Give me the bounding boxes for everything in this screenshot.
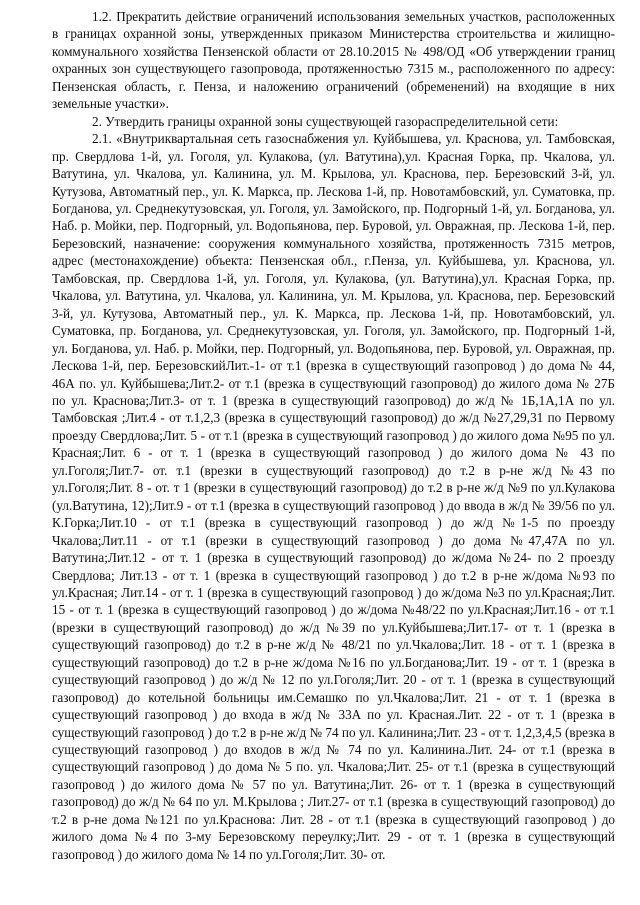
paragraph-2-approve-zone-boundaries: 2. Утвердить границы охранной зоны существующей газораспределительной сети:	[92, 113, 559, 129]
paragraph-2-1-gas-network-description: 2.1. «Внутриквартальная сеть газоснабжения ул. Куйбышева, ул. Краснова, ул. Тамбовская, пр. Свердлова 1-й, ул. Гоголя, ул. Кулакова, (ул. Ватутина),ул. Красная Горка, пр. Чкалова, ул. Ватутина, ул. Чкалова, ул. Калинина, ул. М. Крылова, ул. Краснова, пер. Березовский 3-й, ул. Кутузова, Автоматный пер., ул. К. Маркса, пр. Лескова 1-й, пр. Новотамбовский, ул. Суматовка, пр. Богданова, ул. Среднекутузовская, ул. Гоголя, ул. Замойского, пр. Подгорный 1-й, ул. Богданова, ул. Наб. р. Мойки, пер. Подгорный, ул. Водопьянова, пер. Буровой, ул. Овражная, пр. Лескова 1-й, пер. Березовский, назначение: сооружения коммунального хозяйства, протяженность 7315 метров, адрес (местонахождение) объекта: Пензенская обл., г.Пенза, ул. Куйбышева, ул. Краснова, ул. Тамбовская, пр. Свердлова 1-й, ул. Гоголя, ул. Кулакова, (ул. Ватутина),ул. Красная Горка, пр. Чкалова, ул. Ватутина, ул. Чкалова, ул. Калинина, ул. М. Крылова, ул. Краснова, пер. Березовский 3-й, ул. Кутузова, Автоматный пер., ул. К. Маркса, пр. Лескова 1-й, пр. Новотамбовский, ул. Суматовка, пр. Богданова, ул. Среднекутузовская, ул. Гоголя, ул. Замойского, пр. Подгорный 1-й, ул. Богданова, ул. Наб. р. Мойки, пер. Подгорный, ул. Водопьянова, пер. Буровой, ул. Овражная, пр. Лескова 1-й, пер. БерезовскийЛит.-1- от т.1 (врезка в существующий газопровод ) до дома № 44, 46А по. ул. Куйбышева;Лит.2- от т.1 (врезка в существующий газопровод) до жилого дома № 27Б по ул. Краснова;Лит.3- от т. 1 (врезка в существующий газопровод) до ж/д № 1Б,1А,1А по ул. Тамбовская ;Лит.4 - от т.1,2,3 (врезка в существующий газопровод) до ж/д №27,29,31 по Первому проезду Свердлова;Лит. 5 - от т.1 (врезка в существующий газопровод ) до жилого дома №95 по ул. Красная;Лит. 6 - от т. 1 (врезка в существующий газопровод ) до жилого дома № 43 по ул.Гоголя;Лит.7- от. т.1 (врезки в существующий газопровод) до т.2 в р-не ж/д №43 по ул.Гоголя;Лит. 8 - от. т 1 (врезки в существующий газопровод) до т.2 в р-не ж/д №9 по ул.Кулакова (ул.Ватутина, 12);Лит.9 - от т.1 (врезка в существующий газопровод ) до ввода в ж/д № 39/56 по ул. К.Горка;Лит.10 - от т.1 (врезка в существующий газопровод ) до ж/д №1-5 по проезду Чкалова;Лит.11 - от т.1 (врезки в существующий газопровод ) до дома №47,47А по ул. Ватутина;Лит.12 - от т. 1 (врезка в существующий газопровод) до ж/дома №24- по 2 проезду Свердлова; Лит.13 - от т. 1 (врезка в существующий газопровод ) до т.2 в р-не ж/дома №93 по ул.Красная; Лит.14 - от т. 1 (врезка в существующий газопровод ) до ж/дома №3 по ул.Красная;Лит. 15 - от т. 1 (врезка в существующий газопровод ) до ж/дома №48/22 по ул.Красная;Лит.16 - от т.1 (врезки в существующий газопровод) до ж/д №39 по ул.Куйбышева;Лит.17- от т. 1 (врезка в существующий газопровод) до т.2 в р-не ж/д № 48/21 по ул.Чкалова;Лит. 18 - от т. 1 (врезка в существующий газопровод) до т.2 в р-не ж/дома №16 по ул.Богданова;Лит. 19 - от т. 1 (врезка в существующий газопровод ) до ж/д № 12 по ул.Гоголя;Лит. 20 - от т. 1 (врезка в существующий газопровод) до котельной больницы им.Семашко по ул.Чкалова;Лит. 21 - от т. 1 (врезка в существующий газопровод ) до входа в ж/д № 33А по ул. Красная.Лит. 22 - от т. 1 (врезка в существующий газопровод ) до т.2 в р-не ж/д № 74 по ул. Калинина;Лит. 23 - от т. 1,2,3,4,5 (врезка в существующий газопровод ) до входов в ж/д № 74 по ул. Калинина.Лит. 24- от т.1 (врезка в существующий газопровод ) до дома № 5 по. ул. Чкалова;Лит. 25- от т.1 (врезка в существующий газопровод ) до жилого дома № 57 по ул. Ватутина;Лит. 26- от т. 1 (врезка в существующий газопровод) до ж/д № 64 по ул. М.Крылова ; Лит.27- от т.1 (врезка в существующий газопровод) до т.2 в р-не дома №121 по ул.Краснова: Лит. 28 - от т.1 (врезка в существующий газопровод ) до жилого дома №4 по 3-му Березовскому переулку;Лит. 29 - от т. 1 (врезка в существующий газопровод ) до жилого дома № 14 по ул.Гоголя;Лит. 30- от.	[52, 131, 615, 862]
paragraph-1-2-revoke-restrictions: 1.2. Прекратить действие ограничений использования земельных участков, расположенных в границах охранной зоны, утвержденных приказом Министерства строительства и жилищно-коммунального хозяйства Пензенской области от 28.10.2015 № 498/ОД «Об утверждении границ охранных зон существующего газопровода, протяженностью 7315 м., расположенного по адресу: Пензенская область, г. Пенза, и наложению ограничений (обременений) на входящие в них земельные участки».	[52, 9, 615, 112]
document-page	[52, 8, 615, 863]
